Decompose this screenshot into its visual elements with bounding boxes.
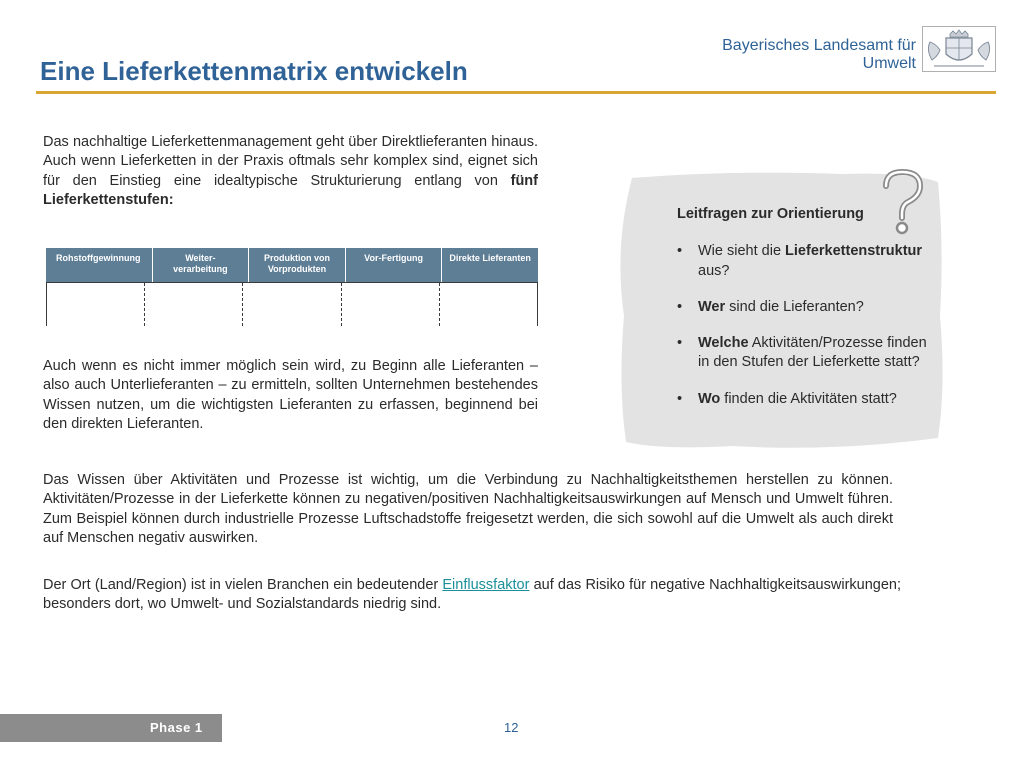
guiding-questions-callout bbox=[677, 205, 927, 426]
matrix-column-header-line: Produktion von bbox=[263, 253, 330, 263]
guiding-question-item bbox=[677, 298, 927, 317]
matrix-header-row bbox=[46, 248, 538, 282]
question-text-post: aus? bbox=[698, 262, 730, 279]
organization-name-line1: Bayerisches Landesamt für bbox=[722, 37, 916, 54]
matrix-column-header-line: Rohstoffgewinnung bbox=[56, 253, 141, 263]
einflussfaktor-link[interactable]: Einflussfaktor bbox=[442, 577, 530, 593]
supply-chain-matrix bbox=[46, 248, 538, 326]
question-text-post: Aktivitäten/Prozesse finden in den Stufen der Lieferkette statt? bbox=[698, 335, 927, 371]
matrix-column-header-line: Vor-Fertigung bbox=[364, 253, 423, 263]
question-text-post: sind die Lieferanten? bbox=[725, 298, 864, 315]
location-text-end: auf das Risiko für negative Nachhaltigkeitsauswirkungen; besonders dort, wo Umwelt- und Sozialstandards niedrig sind. bbox=[43, 577, 901, 613]
matrix-column-header bbox=[248, 248, 345, 282]
matrix-column-header-line: Direkte Lieferanten bbox=[449, 253, 531, 263]
guiding-question-item bbox=[677, 334, 927, 373]
bullet-icon: • bbox=[677, 335, 683, 352]
guiding-question-item bbox=[677, 242, 927, 281]
intro-bold-text: fünf Lieferkettenstufen: bbox=[43, 172, 538, 208]
matrix-body-row bbox=[46, 282, 538, 326]
question-keyword: Wo bbox=[698, 390, 721, 407]
page-title: Eine Lieferkettenmatrix entwickeln bbox=[40, 56, 468, 86]
page-number: 12 bbox=[504, 720, 519, 735]
bullet-icon: • bbox=[677, 243, 683, 260]
location-text-start: Der Ort (Land/Region) ist in vielen Branchen ein bedeutender bbox=[43, 577, 443, 593]
matrix-column-cell bbox=[341, 283, 439, 326]
phase-label: Phase 1 bbox=[150, 720, 203, 735]
guiding-questions-list bbox=[677, 242, 927, 409]
location-paragraph bbox=[43, 576, 901, 615]
question-text-post: finden die Aktivitäten statt? bbox=[720, 390, 897, 407]
matrix-column-cell bbox=[46, 283, 144, 326]
matrix-column-header-line: Weiter- bbox=[185, 253, 216, 263]
bullet-icon: • bbox=[677, 298, 683, 315]
question-keyword: Welche bbox=[698, 335, 749, 352]
intro-text: Das nachhaltige Lieferkettenmanagement geht über Direktlieferanten hinaus. Auch wenn Lieferketten in der Praxis oftmals sehr komplex sind, eignet sich für den Einstieg eine idealtypische Strukturierung entlang von bbox=[43, 134, 538, 189]
organization-name-line2: Umwelt bbox=[862, 55, 916, 72]
suppliers-paragraph: Auch wenn es nicht immer möglich sein wird, zu Beginn alle Lieferanten – also auch Unterlieferanten – zu ermitteln, sollten Unternehmen bestehendes Wissen nutzen, um die wichtigsten Lieferanten zu erfassen, beginnend bei den direkten Lieferanten. bbox=[43, 358, 538, 432]
matrix-column-cell bbox=[144, 283, 242, 326]
matrix-column-cell bbox=[439, 283, 538, 326]
title-underline bbox=[36, 91, 996, 94]
matrix-column-header bbox=[441, 248, 538, 282]
matrix-column-header bbox=[46, 248, 152, 282]
state-coat-of-arms-icon bbox=[922, 26, 996, 72]
organization-name bbox=[722, 37, 916, 73]
callout-title: Leitfragen zur Orientierung bbox=[677, 206, 864, 222]
activities-paragraph: Das Wissen über Aktivitäten und Prozesse ist wichtig, um die Verbindung zu Nachhaltigkeitsthemen herstellen zu können. Aktivitäten/Prozesse in der Lieferkette können zu negativen/positiven Nachhaltigkeitsauswirkungen auf Mensch und Umwelt führen. Zum Beispiel können durch industrielle Prozesse Luftschadstoffe freigesetzt werden, die sich sowohl auf die Umwelt als auch direkt auf Menschen negativ auswirken. bbox=[43, 472, 893, 546]
matrix-column-cell bbox=[242, 283, 340, 326]
intro-paragraph bbox=[43, 133, 538, 210]
question-keyword: Wer bbox=[698, 298, 726, 315]
matrix-column-header bbox=[345, 248, 442, 282]
matrix-column-header-line: verarbeitung bbox=[173, 264, 228, 274]
matrix-column-header-line: Vorprodukten bbox=[267, 264, 327, 274]
question-keyword: Lieferkettenstruktur bbox=[785, 243, 923, 260]
question-text-pre: Wie sieht die bbox=[698, 243, 786, 260]
matrix-column-header bbox=[152, 248, 249, 282]
question-mark-icon bbox=[878, 168, 926, 236]
guiding-question-item bbox=[677, 390, 927, 409]
bullet-icon: • bbox=[677, 390, 683, 407]
